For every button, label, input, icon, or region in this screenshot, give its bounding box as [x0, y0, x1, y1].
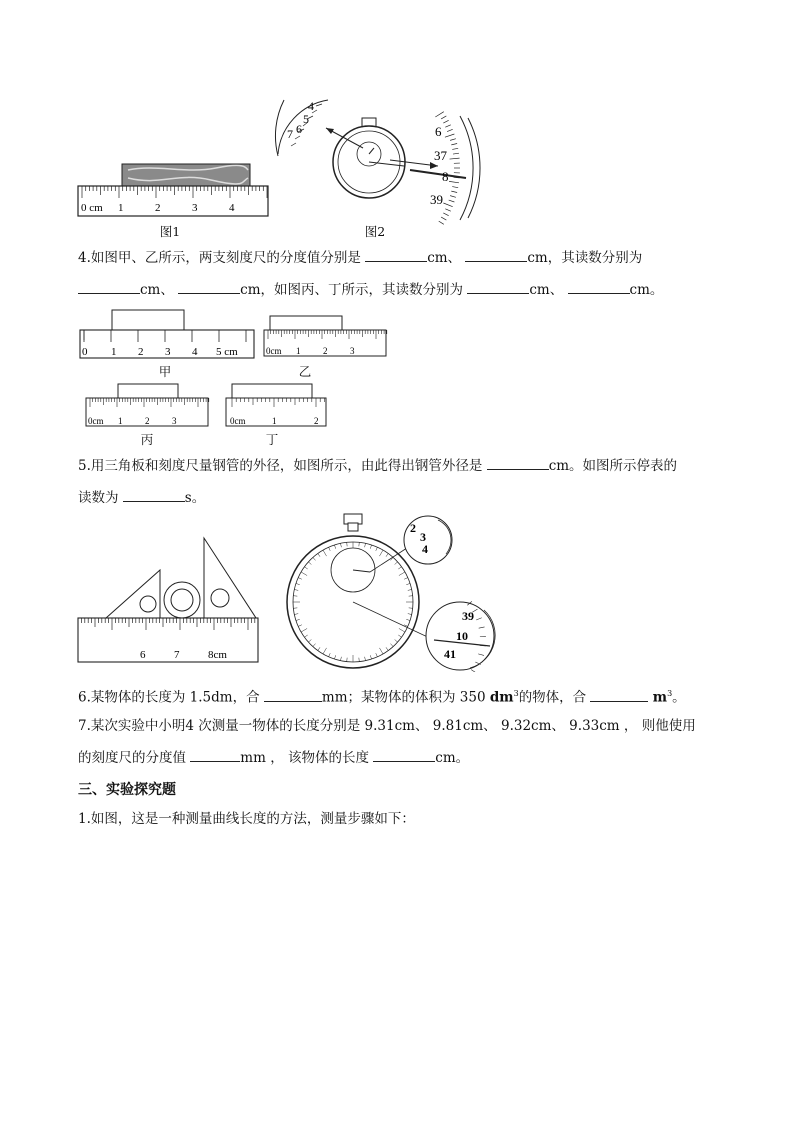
tick-mark — [450, 196, 456, 198]
question-7-line-1: 7.某次实验中小明4 次测量一物体的长度分别是 9.31cm、 9.81cm、 9.32cm、 9.33cm ， 则他使用 — [78, 718, 696, 734]
tick-mark — [471, 670, 476, 672]
answer-blank[interactable] — [123, 487, 185, 502]
scale-label: 2 — [323, 346, 328, 356]
ruler-bing — [84, 382, 210, 430]
tick-mark — [439, 221, 444, 224]
answer-blank[interactable] — [264, 687, 322, 702]
tick-mark — [451, 143, 457, 144]
answer-blank[interactable] — [365, 247, 427, 262]
scale-label: 1 — [111, 346, 117, 358]
inset-label: 6 — [435, 124, 442, 139]
experiment-question-1: 1.如图，这是一种测量曲线长度的方法，测量步骤如下： — [78, 811, 415, 827]
scale-label: 4 — [229, 202, 235, 214]
ruler-bing-caption: 丙 — [140, 432, 154, 447]
tick-mark — [449, 200, 455, 202]
scale-label: 7 — [174, 649, 180, 661]
scale-label: 5 cm — [216, 346, 238, 358]
question-6: 6.某物体的长度为 1.5dm，合 mm；某物体的体积为 350 $dm^3$的物体，合 $m^3$。 — [78, 684, 686, 708]
figure-triangle-ruler — [76, 534, 262, 666]
ruler-body — [78, 186, 268, 216]
scale-label: 3 — [165, 346, 171, 358]
question-4-line-2: cm、 cm，如图丙、丁所示，其读数分别为 cm、 cm。 — [78, 279, 663, 300]
ruler-ding — [224, 382, 330, 430]
answer-blank[interactable] — [590, 687, 648, 702]
scale-label: 1 — [118, 416, 123, 426]
tick-mark — [443, 120, 448, 123]
ruler-jia-caption: 甲 — [158, 364, 172, 379]
scale-label: 1 — [296, 346, 301, 356]
scale-label: 3 — [172, 416, 177, 426]
question-5-line-1: 5.用三角板和刻度尺量钢管的外径，如图所示，由此得出钢管外径是 cm。如图所示停表的 — [78, 455, 677, 476]
scale-label: 0cm — [266, 346, 282, 356]
tick-mark — [445, 134, 454, 137]
tick-mark — [445, 209, 450, 211]
inset-label: 6 — [296, 122, 302, 136]
scale-label: 2 — [138, 346, 144, 358]
answer-blank[interactable] — [467, 279, 529, 294]
figure-2-stopwatch — [270, 96, 482, 226]
inset-label: 4 — [308, 99, 314, 113]
inset-label: 37 — [434, 148, 447, 163]
answer-blank[interactable] — [568, 279, 630, 294]
ruler-jia — [78, 308, 258, 362]
scale-label: 1 — [272, 416, 277, 426]
tick-mark — [452, 187, 458, 188]
inset-label: 41 — [444, 647, 456, 661]
section-3-title: 三、实验探究题 — [78, 782, 176, 798]
inset-label: 4 — [422, 542, 428, 556]
inset-label: 2 — [410, 521, 416, 535]
figure-1-ruler — [76, 160, 272, 220]
tick-mark — [445, 125, 450, 127]
measured-block — [122, 164, 250, 188]
scale-label: 0cm — [230, 416, 246, 426]
scale-label: 1 — [118, 202, 124, 214]
inset-label: 39 — [430, 192, 443, 207]
tick-mark — [453, 153, 459, 154]
tick-mark — [452, 148, 458, 149]
tick-mark — [441, 116, 446, 119]
question-4-line-1: 4.如图甲、乙所示，两支刻度尺的分度值分别是 cm、 cm，其读数分别为 — [78, 247, 642, 268]
figure-2-caption: 图2 — [364, 224, 386, 239]
ruler-ding-caption: 丁 — [265, 432, 279, 447]
answer-blank[interactable] — [465, 247, 527, 262]
scale-label: 0cm — [88, 416, 104, 426]
tick-mark — [435, 112, 443, 117]
scale-label: 3 — [192, 202, 198, 214]
tick-mark — [443, 203, 452, 207]
ruler-yi — [262, 314, 388, 360]
scale-label: 8cm — [208, 649, 227, 661]
tick-mark — [451, 191, 457, 192]
figure-1-caption: 图1 — [159, 224, 181, 239]
tick-mark — [450, 139, 456, 141]
inset-label: 10 — [456, 629, 468, 643]
scale-label: 2 — [145, 416, 150, 426]
inset-label: 39 — [462, 609, 474, 623]
question-5-line-2: 读数为 s。 — [78, 487, 205, 508]
scale-label: 0 — [82, 346, 88, 358]
scale-label: 2 — [314, 416, 319, 426]
scale-label: 2 — [155, 202, 161, 214]
answer-blank[interactable] — [190, 747, 240, 762]
scale-label: 4 — [192, 346, 198, 358]
answer-blank[interactable] — [78, 279, 140, 294]
answer-blank[interactable] — [178, 279, 240, 294]
ruler-yi-caption: 乙 — [298, 364, 312, 379]
scale-label: 3 — [350, 346, 355, 356]
tick-mark — [447, 129, 453, 131]
answer-blank[interactable] — [487, 455, 549, 470]
tick-mark — [449, 181, 459, 182]
figure-stopwatch — [286, 510, 502, 672]
inset-label: 3 — [420, 530, 426, 544]
question-7-line-2: 的刻度尺的分度值 mm ， 该物体的长度 cm。 — [78, 747, 469, 768]
tick-mark — [443, 213, 448, 216]
tick-mark — [450, 158, 460, 159]
inset-label: 8 — [442, 169, 449, 184]
inset-label: 7 — [287, 127, 293, 141]
scale-label: 0 cm — [81, 202, 103, 214]
scale-label: 6 — [140, 649, 146, 661]
tick-mark — [441, 217, 446, 220]
inset-label: 5 — [303, 112, 309, 126]
answer-blank[interactable] — [373, 747, 435, 762]
